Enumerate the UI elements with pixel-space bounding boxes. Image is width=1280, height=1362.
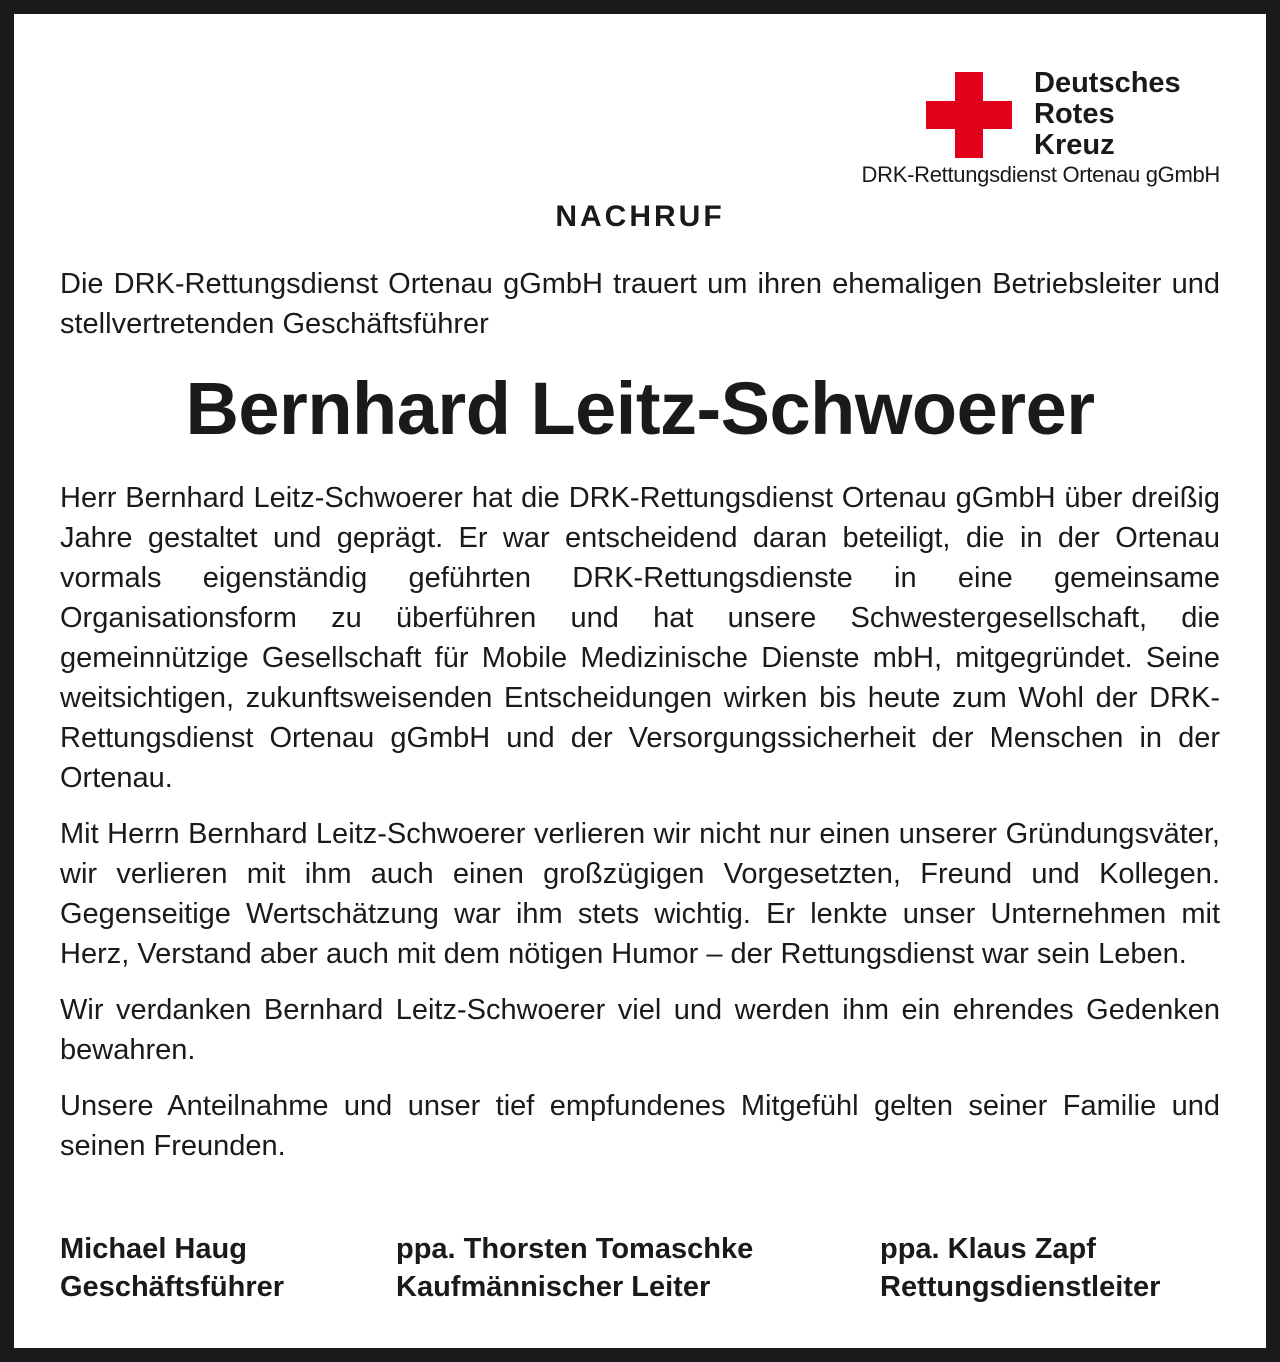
- paragraph-3: Wir verdanken Bernhard Leitz-Schwoerer viel und werden ihm ein ehrendes Gedenken bewahren.: [60, 994, 1220, 1066]
- signature-2: [396, 1230, 753, 1306]
- deceased-name: Bernhard Leitz-Schwoerer: [185, 367, 1095, 450]
- paragraph-4: Unsere Anteilnahme und unser tief empfundenes Mitgefühl gelten seiner Familie und seinen Freunden.: [60, 1090, 1220, 1162]
- drk-logo: [760, 58, 1220, 198]
- notice-heading: NACHRUF: [555, 200, 725, 233]
- signature-role: Kaufmännischer Leiter: [396, 1271, 711, 1303]
- signature-role: Geschäftsführer: [60, 1271, 285, 1303]
- signatures: [60, 1230, 1220, 1314]
- org-name-line-2: Rotes: [1034, 98, 1115, 130]
- signature-name: Michael Haug: [60, 1233, 247, 1265]
- org-name-line-3: Kreuz: [1034, 129, 1115, 161]
- organization-name: [1034, 68, 1181, 161]
- paragraph-1: Herr Bernhard Leitz-Schwoerer hat die DRK-Rettungsdienst Ortenau gGmbH über dreißig Jahre gestaltet und geprägt. Er war entscheidend daran beteiligt, die in der Ortenau vormals eigenständig geführten DRK-Rettungsdienste in eine gemeinsame Organisationsform zu überführen und hat unsere Schwestergesellschaft, die gemeinnützige Gesellschaft für Mobile Medizinische Dienste mbH, mitgegründet. Seine weitsichtigen, zukunftsweisenden Entscheidungen wirken bis heute zum Wohl der DRK-Rettungsdienst Ortenau gGmbH und der Versorgungssicherheit der Menschen in der Ortenau.: [60, 482, 1220, 794]
- paragraph-2: Mit Herrn Bernhard Leitz-Schwoerer verlieren wir nicht nur einen unserer Gründungsväter, wir verlieren mit ihm auch einen großzügigen Vorgesetzten, Freund und Kollegen. Gegenseitige Wertschätzung war ihm stets wichtig. Er lenkte unser Unternehmen mit Herz, Verstand aber auch mit dem nötigen Humor – der Rettungsdienst war sein Leben.: [60, 818, 1220, 970]
- organization-subtitle: DRK-Rettungsdienst Ortenau gGmbH: [861, 162, 1220, 187]
- signature-name: ppa. Klaus Zapf: [880, 1233, 1096, 1265]
- signature-role: Rettungsdienstleiter: [880, 1271, 1161, 1303]
- signature-3: [880, 1230, 1160, 1306]
- signature-1: [60, 1230, 284, 1306]
- notice-body: [60, 264, 1220, 1182]
- intro-text: Die DRK-Rettungsdienst Ortenau gGmbH trauert um ihren ehemaligen Betriebsleiter und stellvertretenden Geschäftsführer: [60, 268, 1220, 340]
- red-cross-icon: [926, 72, 1012, 158]
- obituary-notice: [14, 14, 1266, 1348]
- signature-name: ppa. Thorsten Tomaschke: [396, 1233, 754, 1265]
- cross-horizontal-bar: [926, 101, 1012, 129]
- org-name-line-1: Deutsches: [1034, 67, 1181, 99]
